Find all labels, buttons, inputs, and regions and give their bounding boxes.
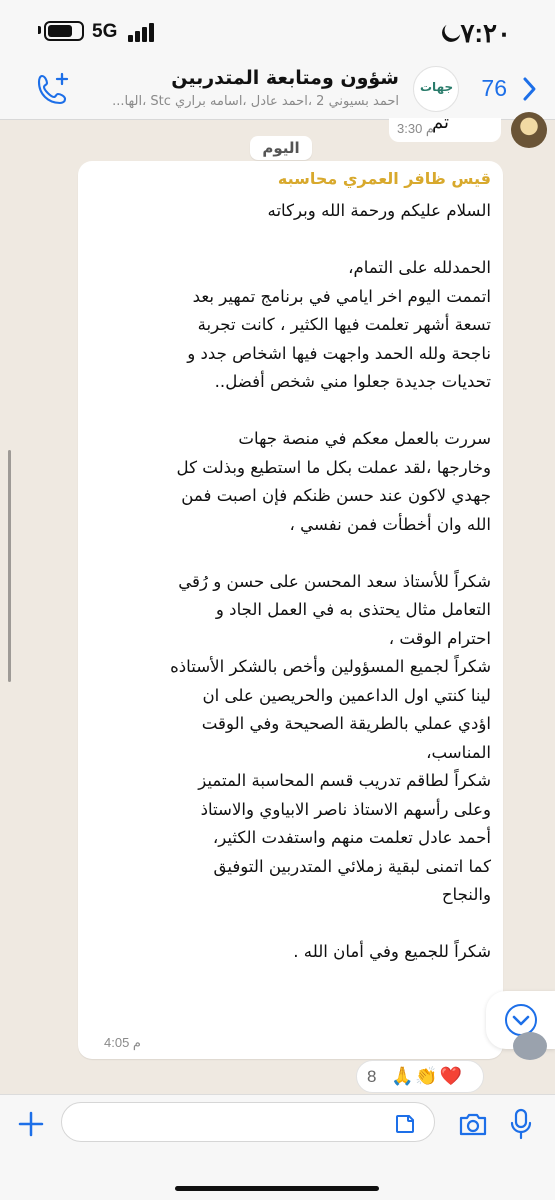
reaction-count: 8 [367,1067,377,1086]
message-time: 4:05 م [104,1035,141,1050]
group-members[interactable]: احمد بسيوني 2 ،احمد عادل ،اسامه براري Stc ،الها... [112,94,399,109]
reader-avatar [513,1032,547,1060]
network-type: 5G [92,21,118,42]
microphone-icon[interactable] [509,1108,533,1140]
previous-message-text: تم [432,112,449,133]
signal-icon [128,22,156,42]
battery-nub [38,26,41,34]
avatar-logo-text: جهات [420,80,454,94]
status-time: ٧:٢٠ [460,18,511,48]
sender-avatar[interactable] [511,112,547,148]
sticker-icon[interactable] [394,1113,416,1135]
scroll-indicator[interactable] [8,450,11,682]
group-title[interactable]: شؤون ومتابعة المتدربين [171,67,399,89]
chevron-right-icon[interactable] [521,76,539,102]
message-input[interactable] [61,1102,435,1142]
battery-icon [44,21,84,41]
previous-message-time: 3:30 م [397,121,434,136]
reaction-emojis: 🙏👏❤️ [391,1066,465,1087]
add-call-icon[interactable] [36,72,70,106]
home-indicator [175,1186,379,1191]
date-separator: اليوم [250,136,312,160]
chat-header [0,62,555,120]
message-bubble[interactable] [78,161,503,1059]
message-compose-bar [0,1094,555,1200]
camera-icon[interactable] [458,1111,488,1137]
group-avatar[interactable] [413,66,459,112]
reaction-summary[interactable] [356,1060,484,1093]
plus-icon[interactable] [18,1111,44,1137]
sender-name[interactable]: قيس ظافر العمري محاسبه [277,169,491,188]
message-text: السلام عليكم ورحمة الله وبركاته الحمدلله على التمام، اتممت اليوم اخر ايامي في برنامج تمهير بعد تسعة أشهر تعلمت فيها الكثير ، كانت تجربة ناجحة ولله الحمد واجهت فيها اشخاص جدد و تحديات جديدة جعلوا مني شخص أفضل.. سررت بالعمل معكم في منصة جهات وخارجها ،لقد عملت بكل ما استطيع وبذلت كل جهدي لاكون عند حسن ظنكم فإن اصبت فمن الله وان أخطأت فمن نفسي ، شكراً للأستاذ سعد المحسن على حسن و رُقي التعامل مثال يحتذى به في العمل الجاد و احترام الوقت ، شكراً لجميع المسؤولين وأخص بالشكر الأستاذه لينا كنتي اول الداعمين والحريصين على ان اؤدي عملي بالطريقة الصحيحة وفي الوقت المناسب، شكراً لطاقم تدريب قسم المحاسبة المتميز وعلى رأسهم الاستاذ ناصر الابياوي والاستاذ أحمد عادل تعلمت منهم واستفدت الكثير، كما اتمنى لبقية زملائي المتدربين التوفيق والنجاح شكراً للجميع وفي أمان الله . [170,201,491,961]
previous-message[interactable] [389,112,501,142]
status-bar [0,0,555,62]
back-unread-count[interactable]: 76 [481,75,507,101]
